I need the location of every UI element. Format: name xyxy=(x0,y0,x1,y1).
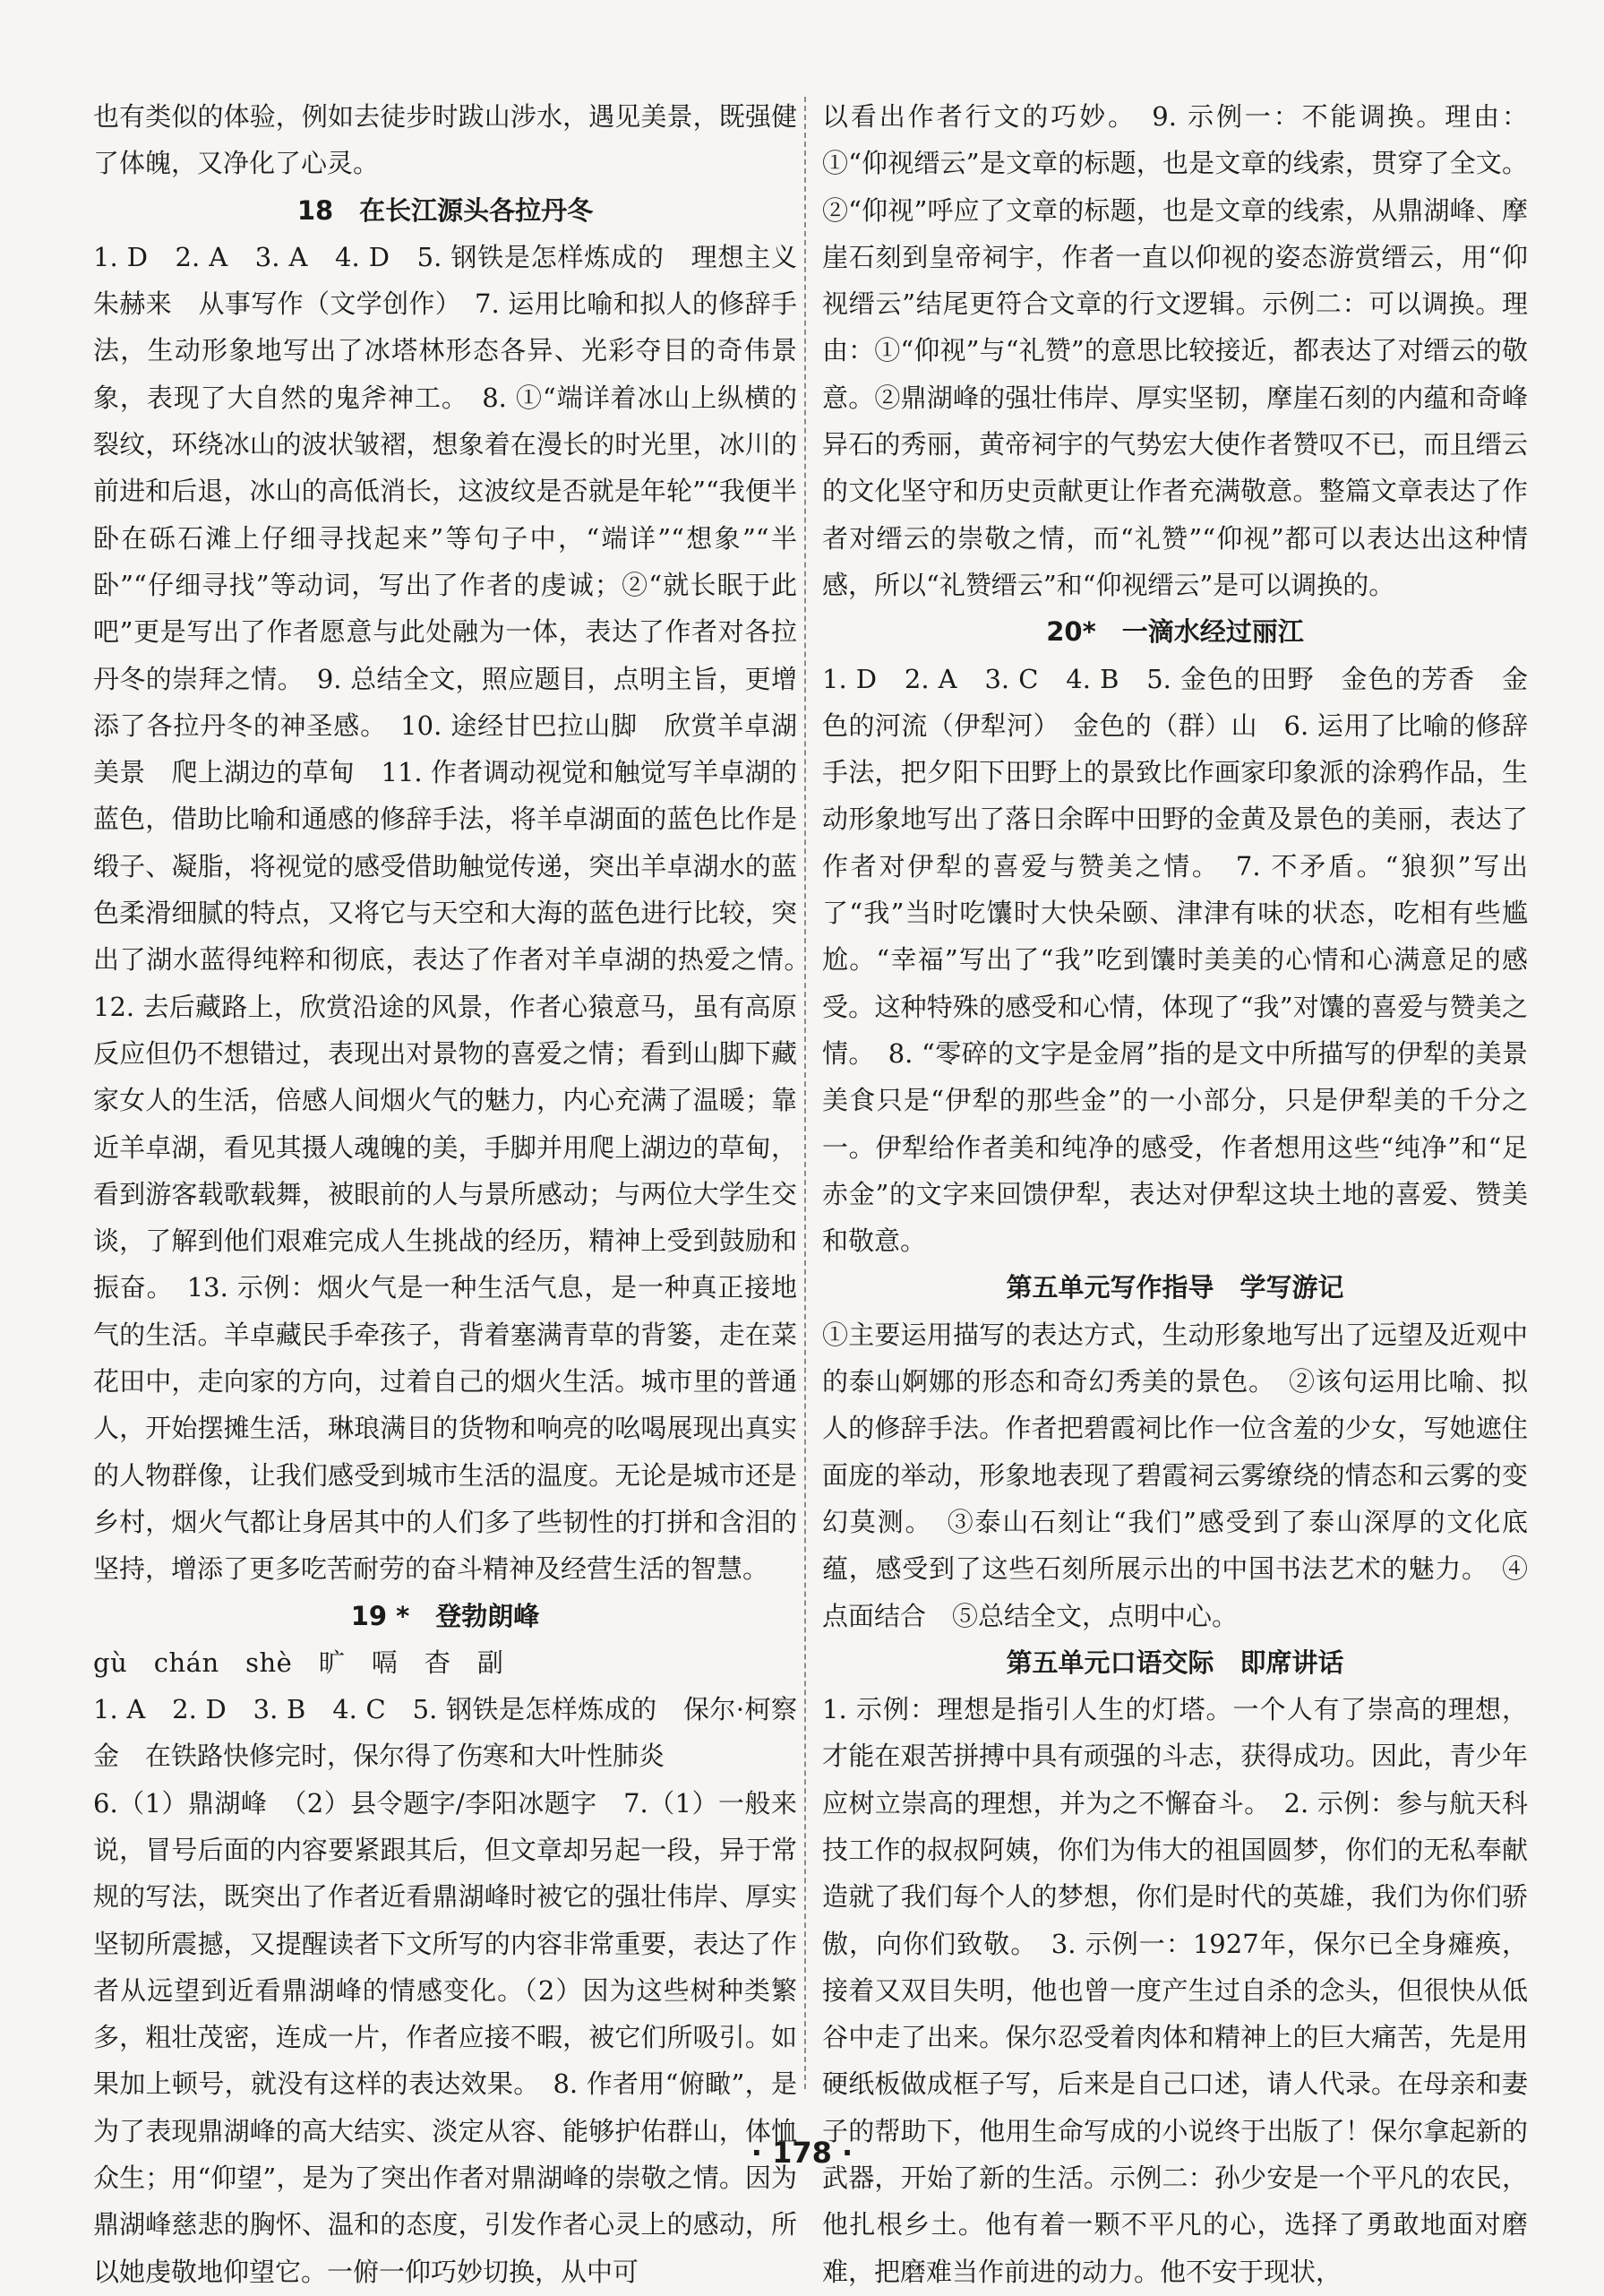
column-divider xyxy=(804,97,806,2089)
answers-18: 1. D 2. A 3. A 4. D 5. 钢铁是怎样炼成的 理想主义 朱赫来 从事写作（文学创作） 7. 运用比喻和拟人的修辞手法，生动形象地写出了冰塔林形态各异、光彩夺目的奇伟景象，表现了大自然的鬼斧神工。 8. ①“端详着冰山上纵横的裂纹，环绕冰山的波状皱褶，想象着在漫长的时光里，冰川的前进和后退，冰山的高低消长，这波纹是否就是年轮”“我便半卧在砾石滩上仔细寻找起来”等句子中，“端详”“想象”“半卧”“仔细寻找”等动词，写出了作者的虔诚；②“就长眠于此吧”更是写出了作者愿意与此处融为一体，表达了作者对各拉丹冬的崇拜之情。 9. 总结全文，照应题目，点明主旨，更增添了各拉丹冬的神圣感。 10. 途经甘巴拉山脚 欣赏羊卓湖美景 爬上湖边的草甸 11. 作者调动视觉和触觉写羊卓湖的蓝色，借助比喻和通感的修辞手法，将羊卓湖面的蓝色比作是缎子、凝脂，将视觉的感受借助触觉传递，突出羊卓湖水的蓝色柔滑细腻的特点，又将它与天空和大海的蓝色进行比较，突出了湖水蓝得纯粹和彻底，表达了作者对羊卓湖的热爱之情。 12. 去后藏路上，欣赏沿途的风景，作者心猿意马，虽有高原反应但仍不想错过，表现出对景物的喜爱之情；看到山脚下藏家女人的生活，倍感人间烟火气的魅力，内心充满了温暖；靠近羊卓湖，看见其摄人魂魄的美，手脚并用爬上湖边的草甸，看到游客载歌载舞，被眼前的人与景所感动；与两位大学生交谈，了解到他们艰难完成人生挑战的经历，精神上受到鼓励和振奋。 13. 示例：烟火气是一种生活气息，是一种真正接地气的生活。羊卓藏民手牵孩子，背着塞满青草的背篓，走在菜花田中，走向家的方向，过着自己的烟火生活。城市里的普通人，开始摆摊生活，琳琅满目的货物和响亮的吆喝展现出真实的人物群像，让我们感受到城市生活的温度。无论是城市还是乡村，烟火气都让身居其中的人们多了些韧性的打拼和含泪的坚持，增添了更多吃苦耐劳的奋斗精神及经营生活的智慧。 xyxy=(93,241,824,1585)
answers-writing: ①主要运用描写的表达方式，生动形象地写出了远望及近观中的泰山婀娜的形态和奇幻秀美的景色。 ②该句运用比喻、拟人的修辞手法。作者把碧霞祠比作一位含羞的少女，写她遮住面庞的举动，形象地表现了碧霞祠云雾缭绕的情态和云雾的变幻莫测。 ③泰山石刻让“我们”感受到了泰山深厚的文化底蕴，感受到了这些石刻所展示出的中国书法艺术的魅力。 ④点面结合 ⑤总结全文，点明中心。 xyxy=(822,1319,1528,1631)
section-heading-19: 19 * 登勃朗峰 xyxy=(350,1600,540,1631)
answers-19-part1: 1. A 2. D 3. B 4. C 5. 钢铁是怎样炼成的 保尔·柯察金 在铁路快修完时，保尔得了伤寒和大叶性肺炎 xyxy=(93,1694,797,1772)
answers-oral: 1. 示例：理想是指引人生的灯塔。一个人有了崇高的理想，才能在艰苦拼搏中具有顽强的斗志，获得成功。因此，青少年应树立崇高的理想，并为之不懈奋斗。 2. 示例：参与航天科技工作的叔叔阿姨，你们为伟大的祖国圆梦，你们的无私奉献造就了我们每个人的梦想，你们是时代的英雄，我们为你们骄傲，向你们致敬。 3. 示例一：1927年，保尔已全身瘫痪，接着又双目失明，他也曾一度产生过自杀的念头，但很快从低谷中走了出来。保尔忍受着肉体和精神上的巨大痛苦，先是用硬纸板做成框子写，后来是自己口述，请人代录。在母亲和妻子的帮助下，他用生命写成的小说终于出版了！保尔拿起新的武器，开始了新的生活。示例二：孙少安是一个平凡的农民，他扎根乡土。他有着一颗不平凡的心，选择了勇敢地面对磨难，把磨难当作前进的动力。他不安于现状， xyxy=(822,1694,1528,2287)
section-heading-18: 18 在长江源头各拉丹冬 xyxy=(296,194,594,226)
section-heading-writing: 第五单元写作指导 学写游记 xyxy=(1006,1272,1344,1303)
answer-text-continued: 也有类似的体验，例如去徒步时跋山涉水，遇见美景，既强健了体魄，又净化了心灵。 xyxy=(93,101,797,179)
page-number: · 178 · xyxy=(751,2136,853,2170)
pinyin-answers: gù chán shè 旷 嗝 杳 副 xyxy=(93,1647,504,1678)
answers-20: 1. D 2. A 3. C 4. B 5. 金色的田野 金色的芳香 金色的河流（伊犁河） 金色的（群）山 6. 运用了比喻的修辞手法，把夕阳下田野上的景致比作画家印象派的涂鸦作品，生动形象地写出了落日余晖中田野的金黄及景色的美丽，表达了作者对伊犁的喜爱与赞美之情。 7. 不矛盾。“狼狈”写出了“我”当时吃馕时大快朵颐、津津有味的状态，吃相有些尴尬。“幸福”写出了“我”吃到馕时美美的心情和心满意足的感受。这种特殊的感受和心情，体现了“我”对馕的喜爱与赞美之情。 8. “零碎的文字是金屑”指的是文中所描写的伊犁的美景美食只是“伊犁的那些金”的一小部分，只是伊犁美的千分之一。伊犁给作者美和纯净的感受，作者想用这些“纯净”和“足赤金”的文字来回馈伊犁，表达对伊犁这块土地的喜爱、赞美和敬意。 xyxy=(822,663,1528,1257)
section-heading-20: 20* 一滴水经过丽江 xyxy=(1046,616,1304,648)
section-heading-oral: 第五单元口语交际 即席讲话 xyxy=(1006,1647,1344,1678)
right-column xyxy=(822,93,1528,2295)
answers-19-continued: 以看出作者行文的巧妙。 9. 示例一：不能调换。理由：①“仰视缙云”是文章的标题，也是文章的线索，贯穿了全文。②“仰视”呼应了文章的标题，也是文章的线索，从鼎湖峰、摩崖石刻到皇帝祠宇，作者一直以仰视的姿态游赏缙云，用“仰视缙云”结尾更符合文章的行文逻辑。示例二：可以调换。理由：①“仰视”与“礼赞”的意思比较接近，都表达了对缙云的敬意。②鼎湖峰的强壮伟岸、厚实坚韧，摩崖石刻的内蕴和奇峰异石的秀丽，黄帝祠宇的气势宏大使作者赞叹不已，而且缙云的文化坚守和历史贡献更让作者充满敬意。整篇文章表达了作者对缙云的崇敬之情，而“礼赞”“仰视”都可以表达出这种情感，所以“礼赞缙云”和“仰视缙云”是可以调换的。 xyxy=(822,101,1528,600)
answers-19-part2: 6.（1）鼎湖峰 （2）县令题字/李阳冰题字 7.（1）一般来说，冒号后面的内容要紧跟其后，但文章却另起一段，异于常规的写法，既突出了作者近看鼎湖峰时被它的强壮伟岸、厚实坚韧所震撼，又提醒读者下文所写的内容非常重要，表达了作者从远望到近看鼎湖峰的情感变化。（2）因为这些树种类繁多，粗壮茂密，连成一片，作者应接不暇，被它们所吸引。如果加上顿号，就没有这样的表达效果。 8. 作者用“俯瞰”，是为了表现鼎湖峰的高大结实、淡定从容、能够护佑群山，体恤众生；用“仰望”，是为了突出作者对鼎湖峰的崇敬之情。因为鼎湖峰慈悲的胸怀、温和的态度，引发作者心灵上的感动，所以她虔敬地仰望它。一俯一仰巧妙切换，从中可 xyxy=(93,1787,797,2287)
